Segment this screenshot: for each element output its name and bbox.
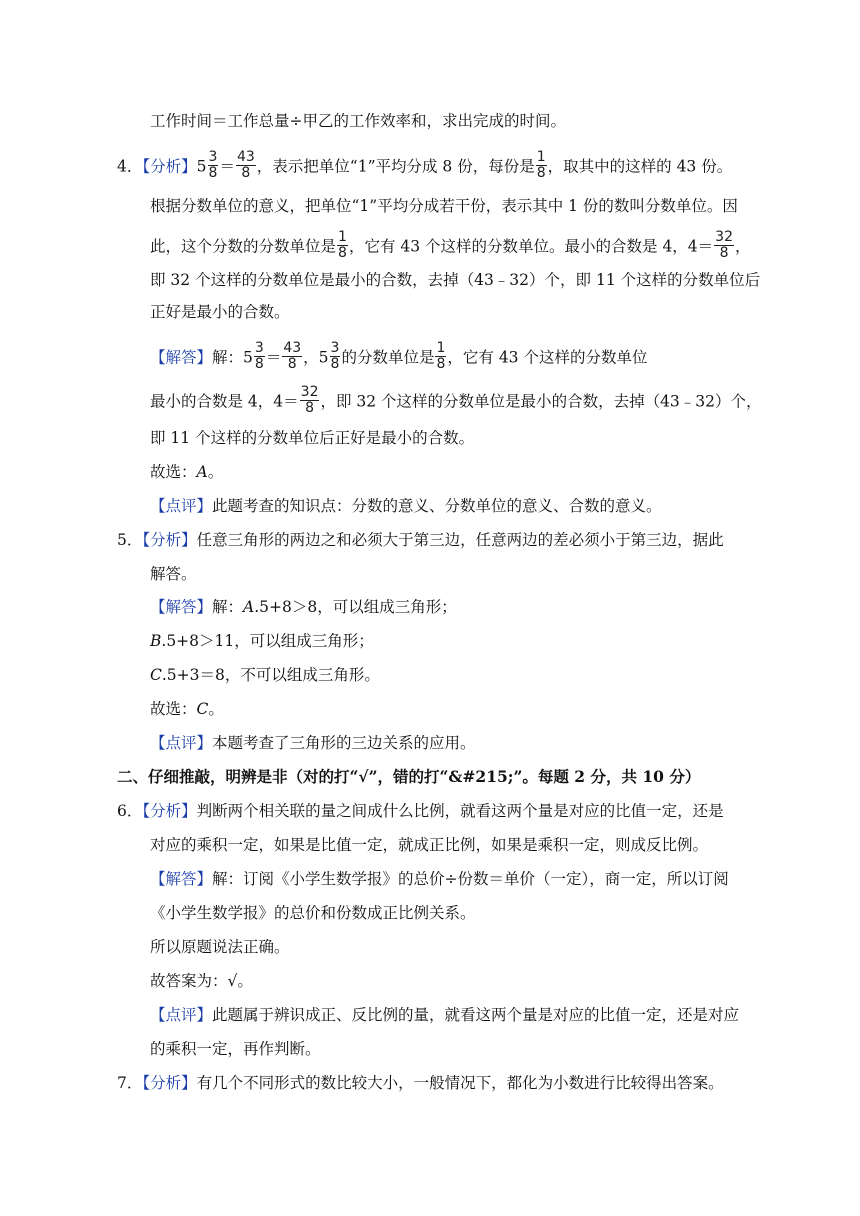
question-4-analysis: 4．【分析】5 $\frac{3}{8}$ ＝ $\frac{43}{8}$ ，表示把单位“1”平均分成 8 份，每份是 $\frac{1}{8}$ ，取其中的这样的 43 份。 — [117, 149, 733, 181]
text-line: B.5+8＞11，可以组成三角形； — [150, 632, 374, 650]
fraction: $\frac{1}{8}$ — [436, 340, 446, 372]
question-5-answer: 【解答】解：A.5+8＞8，可以组成三角形； — [150, 598, 457, 616]
fraction: $\frac{32}{8}$ — [300, 384, 319, 416]
text-line: 所以原题说法正确。 — [150, 938, 290, 956]
analysis-tag: 【分析】 — [142, 1074, 197, 1092]
fraction: $\frac{43}{8}$ — [283, 340, 302, 372]
text-line: 的乘积一定，再作判断。 — [150, 1040, 321, 1058]
question-5-comment: 【点评】本题考查了三角形的三边关系的应用。 — [150, 734, 476, 752]
question-4-comment: 【点评】此题考查的知识点：分数的意义、分数单位的意义、合数的意义。 — [150, 497, 662, 515]
text-line: 最小的合数是 4，4＝ $\frac{32}{8}$ ，即 32 个这样的分数单位是最小的合数，去掉（43﹣32）个， — [150, 384, 762, 416]
question-6-answer: 【解答】解：订阅《小学生数学报》的总价÷份数＝单价（一定），商一定，所以订阅 — [150, 870, 729, 888]
question-number: 5． — [117, 531, 143, 549]
text-line: 此，这个分数的分数单位是 $\frac{1}{8}$ ，它有 43 个这样的分数单位。最小的合数是 4，4＝ $\frac{32}{8}$ ， — [150, 229, 751, 261]
fraction: $\frac{3}{8}$ — [254, 340, 264, 372]
analysis-tag: 【分析】 — [142, 802, 197, 820]
answer-tag: 【解答】 — [150, 598, 213, 616]
fraction: $\frac{3}{8}$ — [330, 340, 340, 372]
fraction: $\frac{32}{8}$ — [715, 229, 733, 261]
fraction: $\frac{43}{8}$ — [236, 149, 255, 181]
comment-tag: 【点评】 — [150, 1006, 213, 1024]
question-7-analysis: 7．【分析】有几个不同形式的数比较大小，一般情况下，都化为小数进行比较得出答案。 — [117, 1074, 724, 1092]
answer-tag: 【解答】 — [150, 870, 213, 888]
section-heading: 二、仔细推敲，明辨是非（对的打“√”，错的打“&#215;”。每题 2 分，共 10 分） — [117, 767, 701, 786]
question-number: 7． — [117, 1074, 143, 1092]
text-line: 根据分数单位的意义，把单位“1”平均分成若干份，表示其中 1 份的数叫分数单位。因 — [150, 197, 738, 215]
fraction: $\frac{1}{8}$ — [536, 149, 546, 181]
question-5-analysis: 5．【分析】任意三角形的两边之和必须大于第三边，任意两边的差必须小于第三边，据此 — [117, 531, 724, 549]
text-line: 故答案为：√。 — [150, 972, 253, 990]
question-number: 4． — [117, 157, 143, 176]
text-line: 《小学生数学报》的总价和份数成正比例关系。 — [150, 904, 476, 922]
text-line: 故选：C。 — [150, 700, 224, 718]
question-4-answer: 【解答】解：5 $\frac{3}{8}$ ＝ $\frac{43}{8}$ ，5 $\frac{3}{8}$ 的分数单位是 $\frac{1}{8}$ ，它有 43 个这样的分数单位 — [150, 340, 648, 372]
comment-tag: 【点评】 — [150, 734, 213, 752]
analysis-tag: 【分析】 — [142, 531, 197, 549]
text-line: 解答。 — [150, 565, 197, 583]
question-number: 6． — [117, 802, 143, 820]
fraction: $\frac{1}{8}$ — [338, 229, 347, 261]
text-line: 即 32 个这样的分数单位是最小的合数，去掉（43﹣32）个，即 11 个这样的分数单位后 — [150, 271, 761, 289]
fraction: $\frac{3}{8}$ — [208, 149, 218, 181]
text-line: 对应的乘积一定，如果是比值一定，就成正比例，如果是乘积一定，则成反比例。 — [150, 836, 709, 854]
text-line: C.5+3＝8，不可以组成三角形。 — [150, 666, 380, 684]
question-6-analysis: 6．【分析】判断两个相关联的量之间成什么比例，就看这两个量是对应的比值一定，还是 — [117, 802, 724, 820]
text-line: 即 11 个这样的分数单位后正好是最小的合数。 — [150, 429, 475, 447]
text-line: 故选：A。 — [150, 463, 224, 481]
comment-tag: 【点评】 — [150, 497, 213, 515]
answer-tag: 【解答】 — [150, 348, 213, 367]
text-line: 工作时间＝工作总量÷甲乙的工作效率和，求出完成的时间。 — [150, 112, 566, 130]
analysis-tag: 【分析】 — [142, 157, 197, 176]
text-line: 正好是最小的合数。 — [150, 303, 290, 321]
question-6-comment: 【点评】此题属于辨识成正、反比例的量，就看这两个量是对应的比值一定，还是对应 — [150, 1006, 740, 1024]
